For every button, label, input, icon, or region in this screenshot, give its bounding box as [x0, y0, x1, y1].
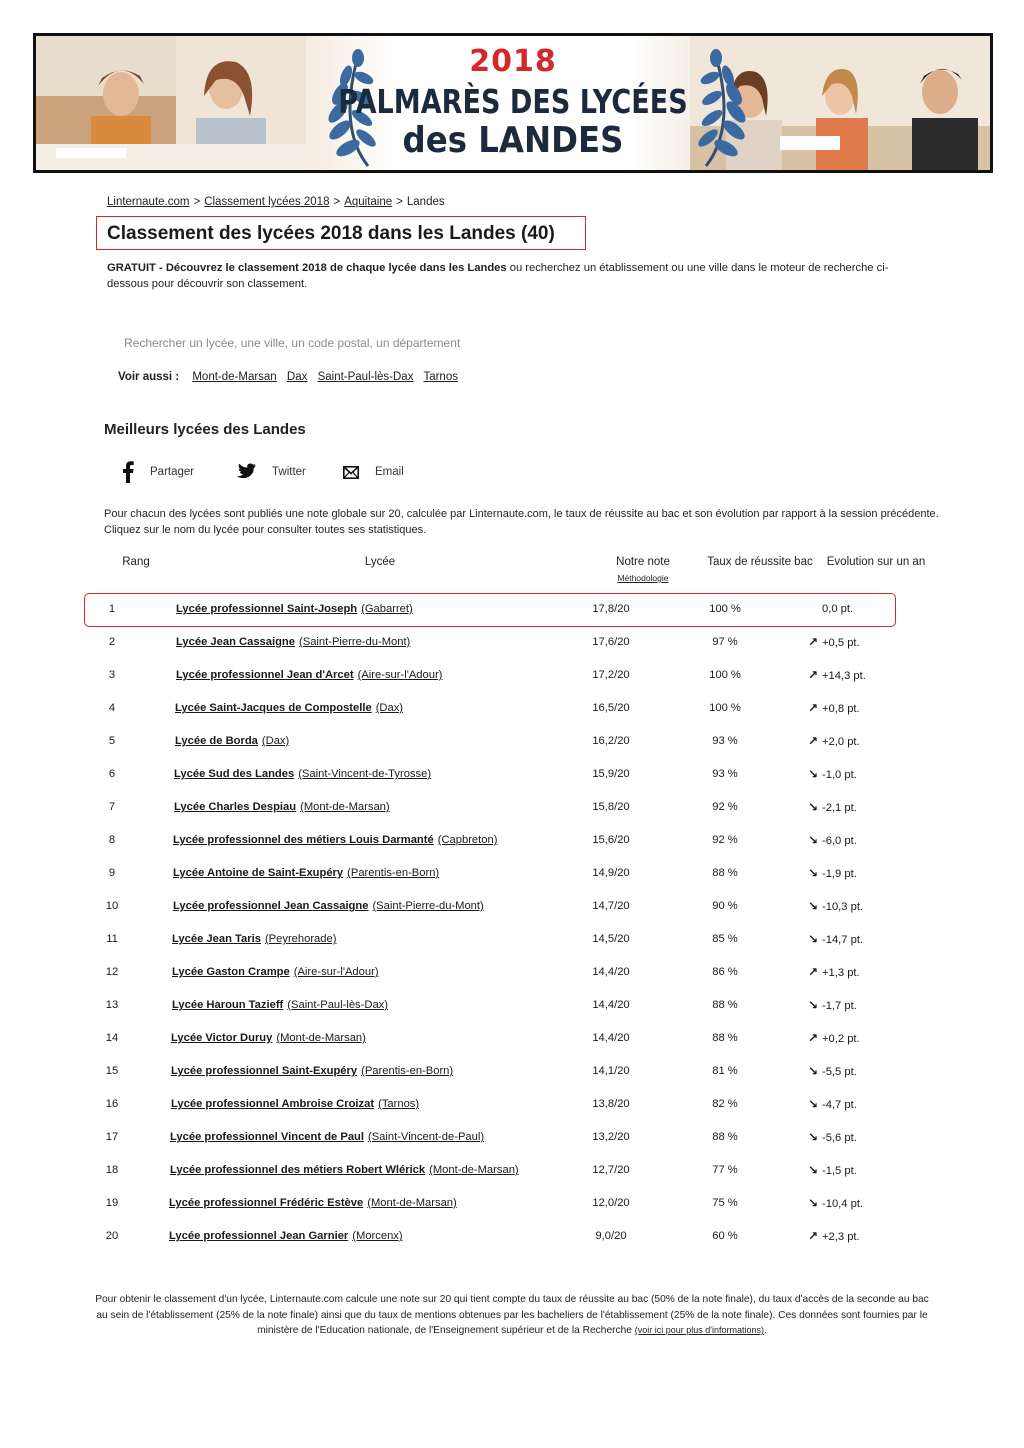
header-evolution: Evolution sur un an	[826, 556, 926, 568]
table-row	[0, 1121, 1024, 1154]
trend-down-icon: ↘	[808, 767, 819, 781]
table-row	[0, 923, 1024, 956]
row-evolution	[808, 692, 860, 726]
row-name-cell	[172, 989, 388, 1022]
row-name-cell	[173, 824, 497, 857]
row-score: 14,7/20	[592, 900, 630, 912]
trend-down-icon: ↘	[808, 866, 819, 880]
table-row	[0, 1220, 1024, 1253]
email-icon	[343, 466, 359, 479]
see-also-label: Voir aussi :	[118, 371, 180, 383]
row-name-cell	[173, 857, 439, 890]
trend-down-icon: ↘	[808, 1163, 819, 1177]
row-evolution-value: -10,3 pt.	[822, 901, 864, 913]
row-evolution-value: -5,6 pt.	[822, 1132, 857, 1144]
city-link[interactable]: (Parentis-en-Born)	[361, 1065, 454, 1077]
row-rank: 6	[108, 768, 116, 780]
row-evolution	[808, 1055, 857, 1089]
row-evolution-value: -1,5 pt.	[822, 1165, 857, 1177]
city-link[interactable]: (Mont-de-Marsan)	[300, 801, 390, 813]
row-success-rate: 60 %	[712, 1230, 738, 1242]
table-row	[0, 791, 1024, 824]
section-title: Meilleurs lycées des Landes	[104, 421, 306, 438]
row-score: 9,0/20	[595, 1230, 627, 1242]
table-row	[0, 1088, 1024, 1121]
lycee-link[interactable]: Lycée de Borda	[175, 735, 258, 747]
trend-down-icon: ↘	[808, 833, 819, 847]
ranking-description: Pour chacun des lycées sont publiés une note globale sur 20, calculée par Linternaute.com, le taux de réussite au bac et son évolution par rapport à la session précédente. Cliquez sur le nom du lycée pour consulter toutes ses statistiques.	[104, 508, 939, 536]
row-name-cell	[176, 659, 442, 692]
row-rank: 9	[108, 867, 116, 879]
row-rank: 11	[106, 933, 118, 945]
row-evolution-value: +2,3 pt.	[822, 1231, 860, 1243]
row-success-rate: 90 %	[712, 900, 738, 912]
intro-rest: ou recherchez un établissement ou une ville dans le moteur de recherche ci-dessous pour découvrir son classement.	[107, 262, 889, 290]
trend-up-icon: ↗	[808, 668, 819, 682]
banner-year: 2018	[469, 44, 557, 79]
row-evolution	[808, 857, 857, 891]
intro-bold: GRATUIT - Découvrez le classement 2018 de chaque lycée dans les Landes	[107, 262, 507, 274]
table-row	[0, 659, 1024, 692]
row-score: 14,5/20	[592, 933, 630, 945]
share-email-label: Email	[375, 466, 404, 478]
trend-down-icon: ↘	[808, 899, 819, 913]
row-score: 17,6/20	[592, 636, 630, 648]
row-success-rate: 93 %	[712, 735, 738, 747]
header-rank: Rang	[122, 556, 150, 568]
table-row	[0, 1022, 1024, 1055]
row-evolution-value: -14,7 pt.	[822, 934, 864, 946]
city-link[interactable]: (Peyrehorade)	[264, 933, 337, 945]
row-score: 15,9/20	[592, 768, 630, 780]
row-rank: 18	[105, 1164, 119, 1176]
row-evolution-value: +1,3 pt.	[822, 967, 860, 979]
intro-text	[107, 260, 927, 292]
row-score: 14,4/20	[592, 1032, 630, 1044]
row-name-cell	[171, 1088, 419, 1121]
row-success-rate: 88 %	[712, 1131, 738, 1143]
row-score: 17,2/20	[592, 669, 630, 681]
trend-up-icon: ↗	[808, 1031, 819, 1045]
row-evolution	[808, 725, 860, 759]
table-row	[0, 725, 1024, 758]
row-evolution	[808, 1154, 857, 1188]
row-success-rate: 86 %	[712, 966, 738, 978]
row-rank: 12	[105, 966, 119, 978]
lycee-link[interactable]: Lycée professionnel Ambroise Croizat	[171, 1098, 375, 1110]
row-rank: 2	[108, 636, 116, 648]
city-link[interactable]: (Saint-Paul-lès-Dax)	[287, 999, 388, 1011]
row-name-cell	[170, 1121, 484, 1154]
see-also-link-saint-paul-les-dax[interactable]: Saint-Paul-lès-Dax	[317, 371, 414, 383]
table-row	[0, 692, 1024, 725]
row-success-rate: 97 %	[712, 636, 738, 648]
city-link[interactable]: (Aire-sur-l'Adour)	[293, 966, 379, 978]
table-row	[0, 593, 1024, 626]
row-success-rate: 100 %	[709, 603, 741, 615]
city-link[interactable]: (Gabarret)	[361, 603, 413, 615]
row-name-cell	[176, 626, 410, 659]
trend-down-icon: ↘	[808, 800, 819, 814]
row-name-cell	[176, 593, 413, 626]
row-name-cell	[173, 890, 484, 923]
breadcrumb-link-aquitaine[interactable]: Aquitaine	[344, 196, 393, 208]
trend-up-icon: ↗	[808, 1229, 819, 1243]
row-rank: 4	[108, 702, 116, 714]
row-success-rate: 92 %	[712, 834, 738, 846]
lycee-link[interactable]: Lycée professionnel Frédéric Estève	[169, 1197, 364, 1209]
footnote	[94, 1292, 930, 1339]
table-row	[0, 824, 1024, 857]
row-score: 14,4/20	[592, 966, 630, 978]
row-evolution-value: -4,7 pt.	[822, 1099, 857, 1111]
row-rank: 13	[105, 999, 119, 1011]
row-evolution	[808, 626, 860, 660]
row-evolution-value: -2,1 pt.	[822, 802, 857, 814]
row-name-cell	[175, 692, 403, 725]
row-score: 17,8/20	[592, 603, 630, 615]
row-success-rate: 100 %	[709, 669, 741, 681]
lycee-link[interactable]: Lycée Haroun Tazieff	[172, 999, 284, 1011]
row-score: 16,2/20	[592, 735, 630, 747]
row-evolution-value: -5,5 pt.	[822, 1066, 857, 1078]
page-title: Classement des lycées 2018 dans les Landes (40)	[107, 223, 555, 244]
lycee-link[interactable]: Lycée Jean Taris	[172, 933, 261, 945]
table-row	[0, 857, 1024, 890]
trend-up-icon: ↗	[808, 701, 819, 715]
share-facebook-label: Partager	[150, 466, 195, 478]
row-score: 15,8/20	[592, 801, 630, 813]
row-evolution-value: -10,4 pt.	[822, 1198, 864, 1210]
city-link[interactable]: (Mont-de-Marsan)	[429, 1164, 519, 1176]
lycee-link[interactable]: Lycée professionnel Saint-Exupéry	[171, 1065, 358, 1077]
breadcrumb-link-classement[interactable]: Classement lycées 2018	[204, 196, 330, 208]
trend-down-icon: ↘	[808, 932, 819, 946]
header-note	[598, 555, 688, 586]
row-evolution-value: -6,0 pt.	[822, 835, 857, 847]
lycee-link[interactable]: Lycée professionnel Jean Garnier	[169, 1230, 349, 1242]
row-evolution	[808, 890, 863, 924]
see-also-link-tarnos[interactable]: Tarnos	[423, 371, 458, 383]
row-evolution-value: -1,0 pt.	[822, 769, 857, 781]
city-link[interactable]: (Mont-de-Marsan)	[367, 1197, 457, 1209]
share-twitter-label: Twitter	[272, 466, 306, 478]
row-success-rate: 93 %	[712, 768, 738, 780]
see-also	[118, 371, 465, 383]
footnote-end: .	[764, 1325, 767, 1336]
row-rank: 7	[108, 801, 116, 813]
row-evolution	[808, 956, 860, 990]
city-link[interactable]: (Dax)	[375, 702, 404, 714]
table-row	[0, 956, 1024, 989]
row-name-cell	[172, 956, 379, 989]
search-input[interactable]	[118, 332, 630, 354]
row-name-cell	[169, 1220, 403, 1253]
row-name-cell	[169, 1187, 457, 1220]
trend-up-icon: ↗	[808, 635, 819, 649]
row-rank: 17	[105, 1131, 119, 1143]
row-evolution-value: -1,7 pt.	[822, 1000, 857, 1012]
row-evolution	[808, 593, 853, 626]
city-link[interactable]: (Saint-Vincent-de-Paul)	[367, 1131, 485, 1143]
city-link[interactable]: (Parentis-en-Born)	[347, 867, 440, 879]
lycee-link[interactable]: Lycée professionnel Vincent de Paul	[170, 1131, 364, 1143]
row-evolution	[808, 758, 857, 792]
lycee-link[interactable]: Lycée Saint-Jacques de Compostelle	[175, 702, 372, 714]
row-evolution-value: +0,2 pt.	[822, 1033, 860, 1045]
twitter-icon	[234, 463, 256, 481]
row-rank: 20	[105, 1230, 119, 1242]
breadcrumb	[107, 196, 445, 208]
breadcrumb-separator: >	[193, 196, 201, 208]
row-name-cell	[174, 791, 390, 824]
trend-down-icon: ↘	[808, 1064, 819, 1078]
row-score: 12,0/20	[592, 1197, 630, 1209]
row-rank: 15	[105, 1065, 119, 1077]
lycee-link[interactable]: Lycée professionnel Jean d'Arcet	[176, 669, 354, 681]
row-rank: 19	[105, 1197, 119, 1209]
breadcrumb-separator: >	[333, 196, 341, 208]
table-row	[0, 758, 1024, 791]
banner-title-line1: PALMARÈS DES LYCÉES	[338, 82, 688, 121]
row-success-rate: 82 %	[712, 1098, 738, 1110]
row-evolution	[808, 791, 857, 825]
row-score: 14,9/20	[592, 867, 630, 879]
row-score: 14,4/20	[592, 999, 630, 1011]
breadcrumb-current: Landes	[406, 196, 445, 208]
row-success-rate: 100 %	[709, 702, 741, 714]
city-link[interactable]: (Morcenx)	[352, 1230, 403, 1242]
row-score: 13,2/20	[592, 1131, 630, 1143]
row-rank: 5	[108, 735, 116, 747]
row-name-cell	[175, 725, 289, 758]
row-name-cell	[171, 1022, 366, 1055]
share-twitter-button[interactable]	[234, 460, 306, 484]
row-name-cell	[170, 1154, 519, 1187]
city-link[interactable]: (Saint-Pierre-du-Mont)	[372, 900, 484, 912]
methodology-link[interactable]: Méthodologie	[617, 573, 669, 583]
row-success-rate: 77 %	[712, 1164, 738, 1176]
row-score: 14,1/20	[592, 1065, 630, 1077]
row-name-cell	[172, 923, 336, 956]
table-row	[0, 989, 1024, 1022]
breadcrumb-separator: >	[396, 196, 403, 208]
footnote-text: Pour obtenir le classement d'un lycée, Linternaute.com calcule une note sur 20 qui tient compte du taux de réussite au bac (50% de la note finale), du taux d'accès de la seconde au bac au sein de l'établissement (25% de la note finale) ainsi que du taux de mentions obtenues par les bacheliers de l'établissement (25% de la note finale). Ces données sont fournies par le ministère de l'Education nationale, de l'Enseignement supérieur et de la Recherche	[95, 1294, 929, 1336]
row-success-rate: 92 %	[712, 801, 738, 813]
share-email-button[interactable]	[343, 460, 404, 484]
city-link[interactable]: (Saint-Vincent-de-Tyrosse)	[298, 768, 432, 780]
row-score: 15,6/20	[592, 834, 630, 846]
row-evolution	[808, 659, 866, 693]
row-evolution	[808, 1220, 860, 1254]
row-evolution-value: +0,8 pt.	[822, 703, 860, 715]
banner-title-line2: des LANDES	[402, 120, 624, 161]
row-evolution	[808, 989, 857, 1023]
row-evolution-value: +0,5 pt.	[822, 637, 860, 649]
row-rank: 3	[108, 669, 116, 681]
row-name-cell	[174, 758, 431, 791]
share-facebook-button[interactable]	[122, 460, 194, 484]
table-row	[0, 890, 1024, 923]
city-link[interactable]: (Capbreton)	[437, 834, 498, 846]
lycee-link[interactable]: Lycée Sud des Landes	[174, 768, 295, 780]
row-success-rate: 88 %	[712, 999, 738, 1011]
row-evolution	[808, 923, 863, 957]
lycee-link[interactable]: Lycée professionnel des métiers Louis Darmanté	[173, 834, 434, 846]
row-success-rate: 88 %	[712, 1032, 738, 1044]
row-rank: 8	[108, 834, 116, 846]
see-also-link-mont-de-marsan[interactable]: Mont-de-Marsan	[192, 371, 277, 383]
banner	[33, 33, 993, 173]
trend-down-icon: ↘	[808, 1130, 819, 1144]
lycee-link[interactable]: Lycée professionnel Jean Cassaigne	[173, 900, 369, 912]
city-link[interactable]: (Mont-de-Marsan)	[276, 1032, 366, 1044]
breadcrumb-link-home[interactable]: Linternaute.com	[107, 196, 190, 208]
trend-down-icon: ↘	[808, 998, 819, 1012]
header-lycee: Lycée	[364, 556, 396, 568]
city-link[interactable]: (Tarnos)	[378, 1098, 420, 1110]
header-note-label: Notre note	[616, 556, 670, 568]
trend-up-icon: ↗	[808, 965, 819, 979]
row-name-cell	[171, 1055, 453, 1088]
row-evolution-value: +2,0 pt.	[822, 736, 860, 748]
row-evolution	[808, 1022, 860, 1056]
row-rank: 16	[105, 1098, 119, 1110]
trend-down-icon: ↘	[808, 1097, 819, 1111]
lycee-link[interactable]: Lycée Jean Cassaigne	[176, 636, 295, 648]
header-taux: Taux de réussite bac	[707, 556, 813, 568]
lycee-link[interactable]: Lycée Charles Despiau	[174, 801, 297, 813]
table-row	[0, 1055, 1024, 1088]
row-evolution-value: -1,9 pt.	[822, 868, 857, 880]
row-evolution	[808, 824, 857, 858]
trend-down-icon: ↘	[808, 1196, 819, 1210]
row-rank: 14	[105, 1032, 119, 1044]
lycee-link[interactable]: Lycée Gaston Crampe	[172, 966, 290, 978]
table-row	[0, 1187, 1024, 1220]
row-success-rate: 85 %	[712, 933, 738, 945]
row-score: 12,7/20	[592, 1164, 630, 1176]
table-row	[0, 626, 1024, 659]
row-rank: 10	[105, 900, 119, 912]
row-evolution-value: +14,3 pt.	[822, 670, 866, 682]
row-evolution-value: 0,0 pt.	[822, 603, 854, 615]
row-success-rate: 88 %	[712, 867, 738, 879]
row-rank: 1	[108, 603, 116, 615]
row-success-rate: 75 %	[712, 1197, 738, 1209]
lycee-link[interactable]: Lycée Antoine de Saint-Exupéry	[173, 867, 344, 879]
row-score: 13,8/20	[592, 1098, 630, 1110]
facebook-icon	[122, 461, 134, 483]
lycee-link[interactable]: Lycée professionnel des métiers Robert Wlérick	[170, 1164, 426, 1176]
lycee-link[interactable]: Lycée Victor Duruy	[171, 1032, 273, 1044]
row-evolution	[808, 1088, 857, 1122]
row-score: 16,5/20	[592, 702, 630, 714]
lycee-link[interactable]: Lycée professionnel Saint-Joseph	[176, 603, 358, 615]
trend-up-icon: ↗	[808, 734, 819, 748]
see-also-link-dax[interactable]: Dax	[286, 371, 308, 383]
row-success-rate: 81 %	[712, 1065, 738, 1077]
row-evolution	[808, 1121, 857, 1155]
footnote-more-info-link[interactable]: (voir ici pour plus d'informations)	[634, 1325, 765, 1335]
row-evolution	[808, 1187, 863, 1221]
table-row	[0, 1154, 1024, 1187]
city-link[interactable]: (Aire-sur-l'Adour)	[357, 669, 443, 681]
city-link[interactable]: (Saint-Pierre-du-Mont)	[299, 636, 411, 648]
city-link[interactable]: (Dax)	[261, 735, 290, 747]
